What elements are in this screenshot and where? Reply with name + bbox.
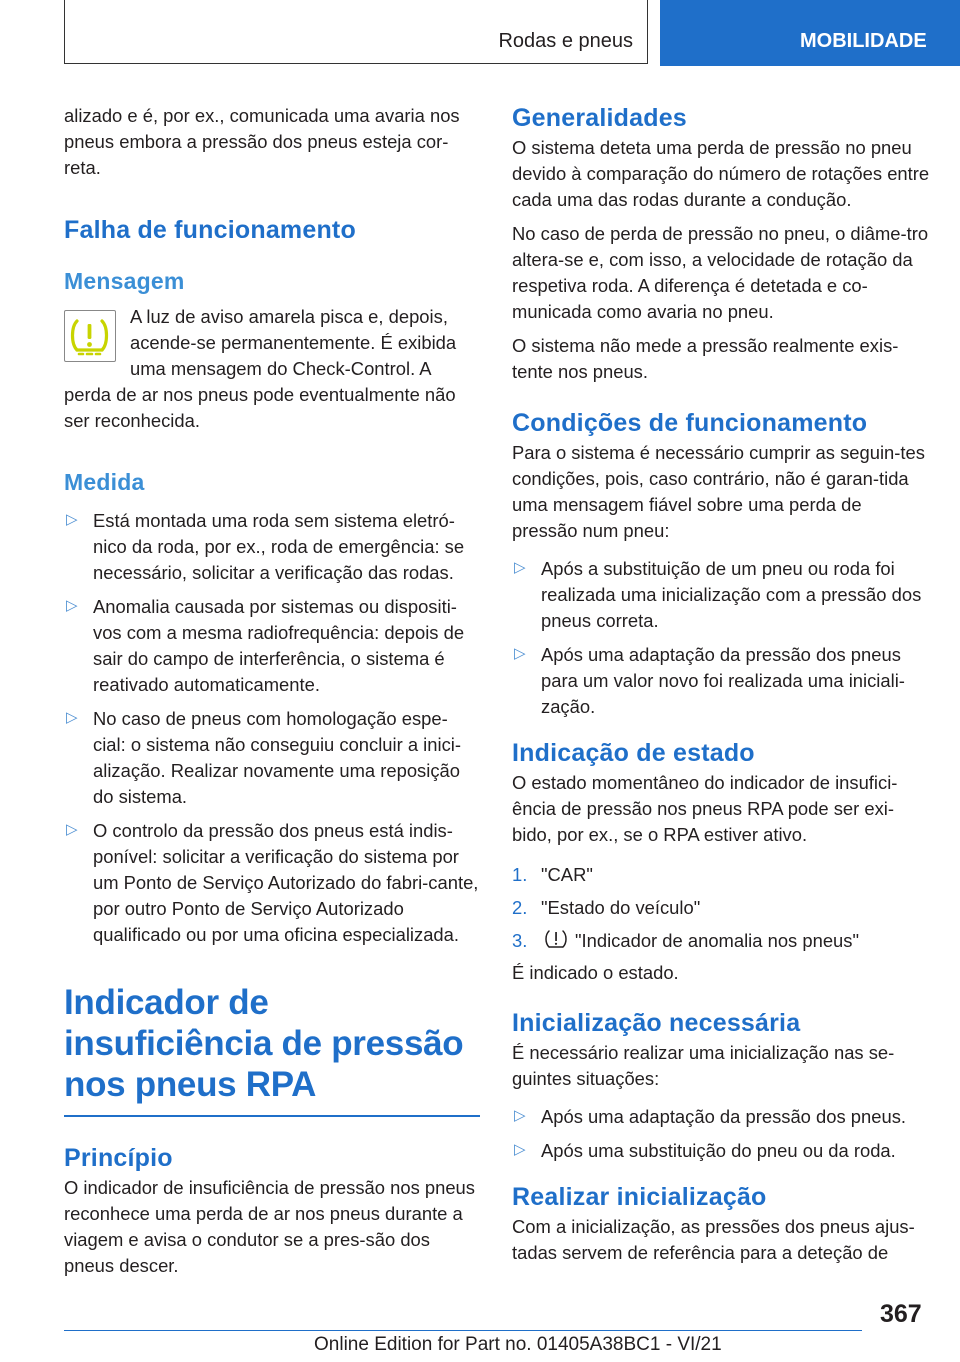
triangle-right-icon: ▷ <box>66 597 78 614</box>
list-item: ▷ O controlo da pressão dos pneus está indis-ponível: solicitar a verificação do sistema por um Ponto de Serviço Autorizado do fabri-cante, por outro Ponto de Serviço Autorizado qualificado ou por uma oficina especializada. <box>64 818 480 948</box>
intro-paragraph: alizado e é, por ex., comunicada uma avaria nos pneus embora a pressão dos pneus esteja cor-reta. <box>64 105 460 178</box>
general-paragraph-3: O sistema não mede a pressão realmente exis-tente nos pneus. <box>512 335 899 382</box>
triangle-right-icon: ▷ <box>514 645 526 662</box>
list-item: ▷ Após uma substituição do pneu ou da roda. <box>512 1138 932 1164</box>
heading-malfunction: Falha de funcionamento <box>64 216 356 244</box>
left-column <box>64 103 480 1279</box>
list-item: ▷ Anomalia causada por sistemas ou dispositi-vos com a mesma radiofrequência: depois de sair do campo de interferência, o sistema é reativado automaticamente. <box>64 594 480 698</box>
list-item: ▷ Após a substituição de um pneu ou roda foi realizada uma inicialização com a pressão dos pneus correta. <box>512 556 932 634</box>
edition-footer: Online Edition for Part no. 01405A38BC1 - VI/21 <box>314 1334 722 1355</box>
page-number: 367 <box>880 1300 922 1328</box>
heading-conditions: Condições de funcionamento <box>512 409 868 437</box>
main-heading: Indicador de insuficiência de pressão nos pneus RPA <box>64 983 464 1104</box>
principle-text: O indicador de insuficiência de pressão nos pneus reconhece uma perda de ar nos pneus durante a viagem e avisa o condutor se a pres-são dos pneus descer. <box>64 1177 475 1276</box>
list-item: 1. "CAR" <box>512 864 593 885</box>
triangle-right-icon: ▷ <box>514 1107 526 1124</box>
heading-measure: Medida <box>64 469 145 495</box>
list-item: ▷ Está montada uma roda sem sistema eletró-nico da roda, por ex., roda de emergência: se necessário, solicitar a verificação das rodas. <box>64 508 480 586</box>
triangle-right-icon: ▷ <box>514 559 526 576</box>
message-block <box>64 304 480 434</box>
section-title: Rodas e pneus <box>498 30 633 52</box>
heading-init-required: Inicialização necessária <box>512 1009 801 1037</box>
conditions-text: Para o sistema é necessário cumprir as seguin-tes condições, pois, caso contrário, não é garan-tida uma mensagem fiável sobre uma perda de pressão num pneu: <box>512 442 925 541</box>
status-steps <box>512 862 932 954</box>
heading-do-init: Realizar inicialização <box>512 1183 767 1211</box>
right-column <box>512 103 932 1266</box>
general-paragraph-2: No caso de perda de pressão no pneu, o diâme-tro altera-se e, com isso, a velocidade de rotação da respetiva roda. A diferença é detetada e co-municada como avaria no pneu. <box>512 223 929 322</box>
heading-general: Generalidades <box>512 104 687 132</box>
status-text: O estado momentâneo do indicador de insufici-ência de pressão nos pneus RPA pode ser exi-bido, por ex., se o RPA estiver ativo. <box>512 772 898 845</box>
triangle-right-icon: ▷ <box>66 821 78 838</box>
list-item: 3. "Indicador de anomalia nos pneus" <box>512 930 859 951</box>
list-item: ▷ Após uma adaptação da pressão dos pneus para um valor novo foi realizada uma iniciali-zação. <box>512 642 932 720</box>
init-required-text: É necessário realizar uma inicialização nas se-guintes situações: <box>512 1042 895 1089</box>
footer-rule <box>64 1330 862 1331</box>
chapter-title: MOBILIDADE <box>800 30 927 52</box>
tire-pressure-warning-icon <box>543 928 569 950</box>
conditions-list <box>512 556 932 720</box>
heading-rule <box>64 1115 480 1117</box>
general-paragraph-1: O sistema deteta uma perda de pressão no pneu devido à comparação do número de rotações entre cada uma das rodas durante a condução. <box>512 137 930 210</box>
triangle-right-icon: ▷ <box>66 709 78 726</box>
heading-status: Indicação de estado <box>512 739 755 767</box>
list-item: ▷ Após uma adaptação da pressão dos pneus. <box>512 1104 932 1130</box>
heading-message: Mensagem <box>64 268 185 294</box>
status-result: É indicado o estado. <box>512 962 679 983</box>
heading-principle: Princípio <box>64 1144 173 1172</box>
triangle-right-icon: ▷ <box>514 1141 526 1158</box>
running-header-section <box>64 0 648 64</box>
list-item: 2. "Estado do veículo" <box>512 897 701 918</box>
list-item: ▷ No caso de pneus com homologação espe-cial: o sistema não conseguiu concluir a inici-alização. Realizar novamente uma reposição do sistema. <box>64 706 480 810</box>
do-init-text: Com a inicialização, as pressões dos pneus ajus-tadas servem de referência para a deteção de <box>512 1216 915 1263</box>
tire-pressure-warning-icon <box>64 310 116 362</box>
chapter-tab <box>660 0 960 66</box>
measures-list <box>64 508 480 948</box>
init-cases-list <box>512 1104 932 1164</box>
triangle-right-icon: ▷ <box>66 511 78 528</box>
message-text: A luz de aviso amarela pisca e, depois, acende-se permanentemente. É exibida uma mensagem do Check-Control. A perda de ar nos pneus pode eventualmente não ser reconhecida. <box>64 306 457 431</box>
